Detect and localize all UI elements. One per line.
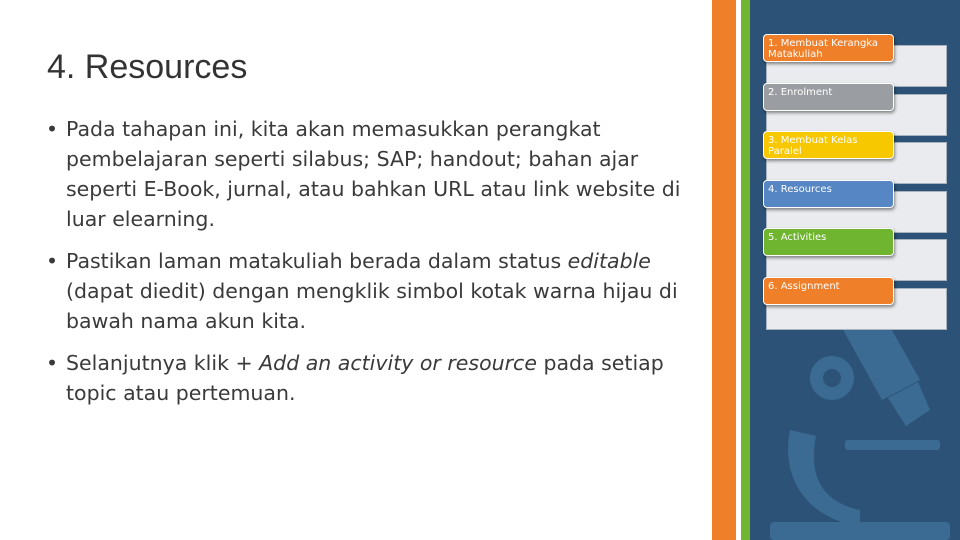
bullet-text: Pada tahapan ini, kita akan memasukkan perangkat pembelajaran seperti silabus; SAP; handout; bahan ajar seperti E-Book, jurnal, atau bahkan URL atau link website di luar elearning. (66, 117, 681, 231)
bullet-emphasis-text: + Add an activity or resource (235, 351, 537, 375)
bullet-text: (dapat diedit) dengan mengklik simbol kotak warna hijau di bawah nama akun kita. (66, 279, 678, 333)
bullet-item (46, 114, 706, 234)
bullet-item (46, 348, 706, 408)
bullet-item (46, 246, 706, 336)
bullet-emphasis-text: editable (567, 249, 651, 273)
step-label-2[interactable]: 2. Enrolment (763, 83, 894, 111)
step-label-3[interactable]: 3. Membuat Kelas Paralel (763, 131, 894, 159)
step-label-5[interactable]: 5. Activities (763, 228, 894, 256)
bullet-list (46, 114, 706, 420)
bullet-text: pada setiap topic atau pertemuan. (66, 351, 664, 405)
bullet-text: Pastikan laman matakuliah berada dalam status (66, 249, 568, 273)
slide-title: 4. Resources (47, 48, 248, 86)
bullet-marker: • (46, 249, 59, 273)
step-label-4[interactable]: 4. Resources (763, 180, 894, 208)
decor-stripe-orange (712, 0, 736, 540)
decor-stripe-green (741, 0, 750, 540)
step-label-1[interactable]: 1. Membuat Kerangka Matakuliah (763, 34, 894, 62)
bullet-marker: • (46, 117, 59, 141)
step-label-6[interactable]: 6. Assignment (763, 277, 894, 305)
bullet-marker: • (46, 351, 59, 375)
bullet-text: Selanjutnya klik (66, 351, 236, 375)
